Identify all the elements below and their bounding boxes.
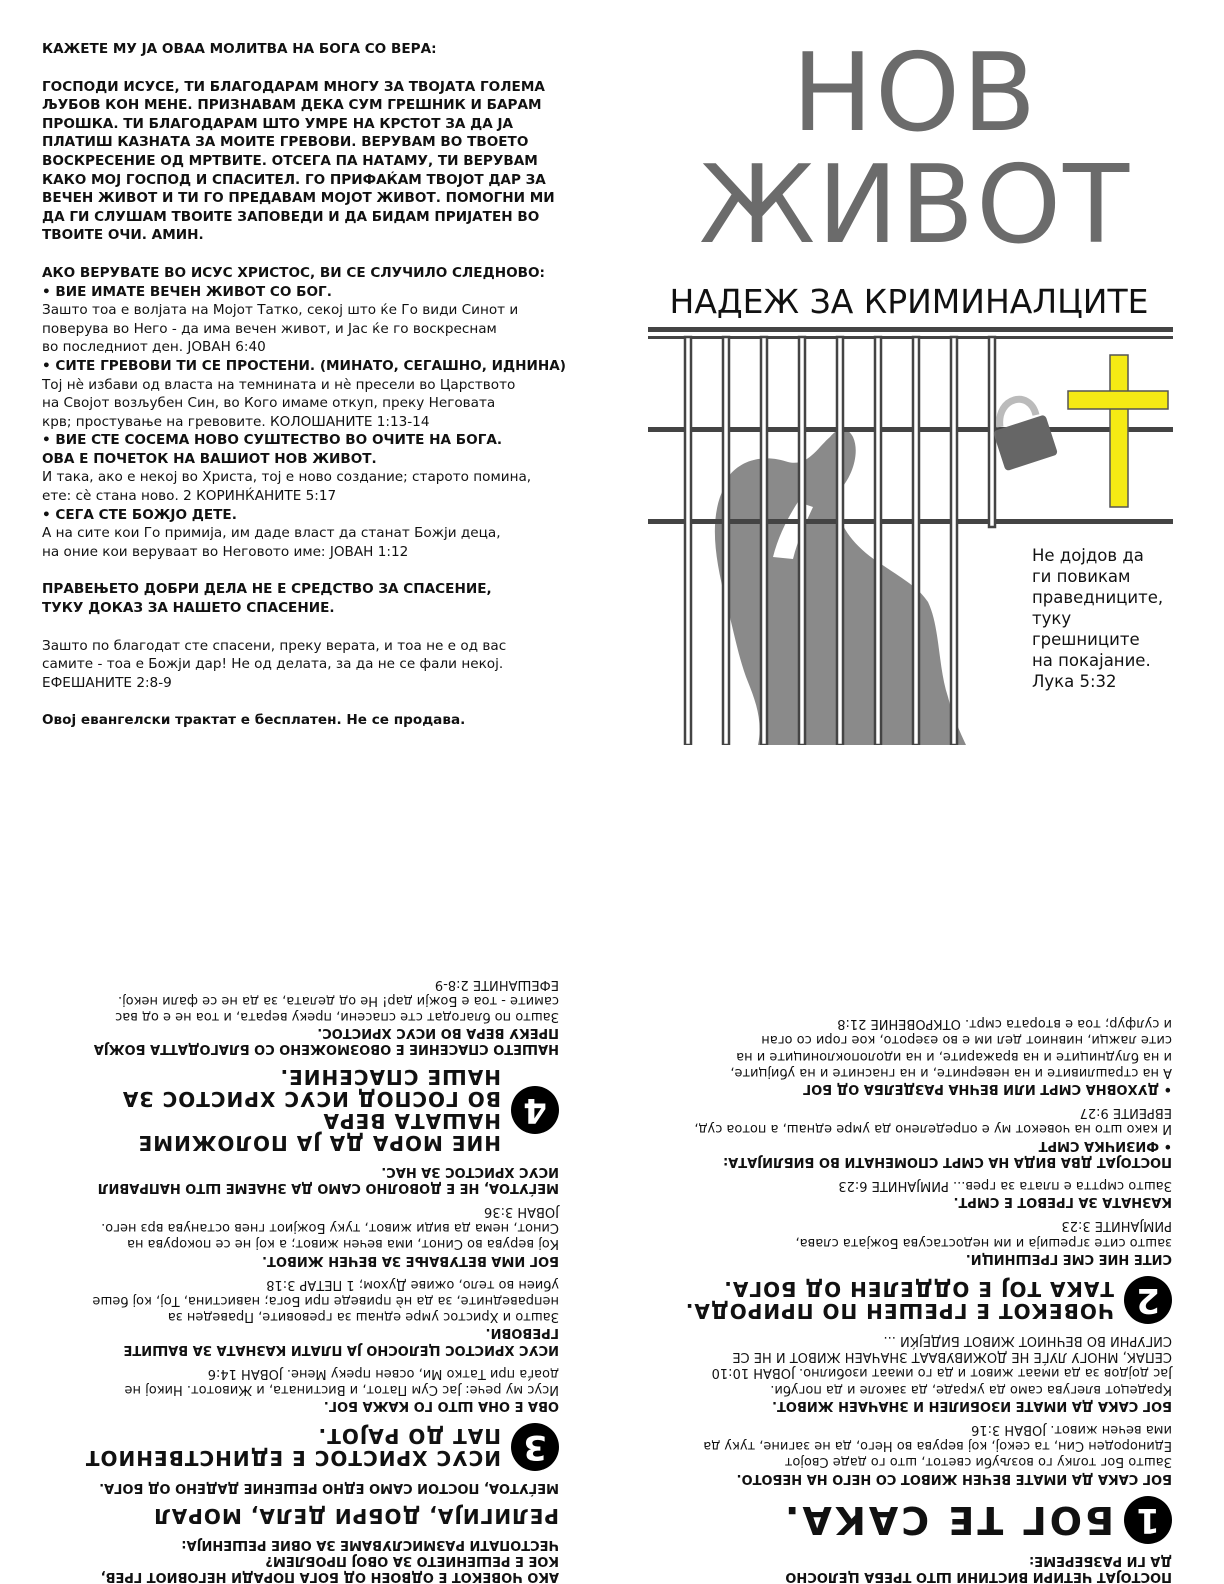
works-statement: ПРАВЕЊЕТО ДОБРИ ДЕЛА НЕ Е СРЕДСТВО ЗА СПАСЕНИЕ, ТУКУ ДОКАЗ ЗА НАШЕТО СПАСЕНИЕ. [42,581,492,617]
section3-heading [59,1423,559,1471]
point1-title: • ВИЕ ИМАТЕ ВЕЧЕН ЖИВОТ СО БОГ. [42,283,332,300]
s3-p3-text: Кој верува во Синот, има вечен живот; а кој не се покорува на Синот, нема да види живот, туку Божјиот гнев останува врз него. ЈОВАН 3:36 [101,1203,559,1252]
section2-heading [662,1276,1172,1324]
grace-verse: Зашто по благодат сте спасени, преку верата, и тоа не е од вас самите - тоа е Божји дар! Не од делата, за да не се фали некој. ЕФЕШАНИТЕ 2:8-9 [42,637,507,691]
point2-title: • СИТЕ ГРЕВОВИ ТИ СЕ ПРОСТЕНИ. (МИНАТО, СЕГАШНО, ИДНИНА) [42,357,566,374]
s4-p1-text: Зашто по благодат сте спасени, преку верата, и тоа не е од вас самите - тоа е Божји дар! Не од делата, за да не се фали некој. ЕФЕШАНИТЕ 2:8-9 [115,976,559,1024]
truths-column [662,1007,1172,1584]
point3-text: И така, ако е некој во Христа, тој е ново создание; старото помина, ете: сè стана ново. 2 КОРИНЌАНИТЕ 5:17 [42,469,532,505]
religion-heading: РЕЛИГИЈА, ДОБРИ ДЕЛА, МОРАЛ [153,1504,559,1529]
padlock-icon [993,399,1058,471]
solution-intro: АКО ЧОВЕКОТ Е ОДВОЕН ОД БОГА ПОРАДИ НЕГОВИОТ ГРЕВ, КОЕ Е РЕШЕНИЕТО ЗА ОВОЈ ПРОБЛЕМ? ЧЕСТОПАТИ РАЗМИСЛУВАМЕ ЗА ОВИЕ РЕШЕНИЈА: [100,1536,559,1584]
s3-p2-text: Зашто и Христос умре еднаш за гревовите, Праведен за неправедните, за да нè приведе при Бога; навистина, Тој, кој беше убиен во тело, оживе Духом; 1 ПЕТАР 3:18 [92,1276,559,1325]
s2-p3-sub: • ФИЗИЧКА СМРТ [1038,1137,1172,1153]
section3-title: ИСУС ХРИСТОС Е ЕДИНСТВЕНИОТ ПАТ ДО РАЈОТ. [84,1424,501,1471]
section1-heading [662,1496,1172,1544]
inner-panels-rotated [0,790,1224,1584]
cover-verse: Не дојдов да ги повикам праведниците, туку грешниците на покајание. Лука 5:32 [1032,546,1164,691]
s2-p1-text: зашто сите згрешија и им недостасува Божјата слава, РИМЈАНИТЕ 3:23 [795,1218,1172,1250]
however-statement: МЕЃУТОА, ПОСТОИ САМО ЕДНО РЕШЕНИЕ ДАДЕНО ОД БОГА. [99,1480,559,1496]
point4-title: • СЕГА СТЕ БОЖЈО ДЕТЕ. [42,506,237,523]
section2-title: ЧОВЕКОТ Е ГРЕШЕН ПО ПРИРОДА. ТАКА ТОЈ Е ОДДЕЛЕН ОД БОГА. [684,1276,1114,1323]
s2-p2-text: Зашто смртта е плата за грев... РИМЈАНИТЕ 6:23 [838,1177,1172,1193]
s1-p2-title: БОГ САКА ДА ИМАТЕ ИЗОБИЛЕН И ЗНАЧАЕН ЖИВОТ. [772,1397,1172,1413]
s2-p3-title: ПОСТОЈАТ ДВА ВИДА НА СМРТ СПОМЕНАТИ ВО БИБЛИЈАТА: [723,1153,1172,1169]
cover-title-line2: ЖИВОТ [698,143,1132,268]
cover-subtitle: НАДЕЖ ЗА КРИМИНАЛЦИТЕ [669,282,1149,321]
truths-intro: ПОСТОЈАТ ЧЕТИРИ ВИСТИНИ ШТО ТРЕБА ЦЕЛОСНО ДА ГИ РАЗБЕРЕМЕ: [785,1552,1172,1584]
s2-p4-sub: • ДУХОВНА СМРТ ИЛИ ВЕЧНА РАЗДЕЛБА ОД БОГ [802,1080,1172,1096]
section2-number: 2 [1124,1276,1172,1324]
cover-title-line1: НОВ [791,31,1039,156]
prayer-panel [42,40,582,730]
s2-p4-text: А на страшливите и на неверните, и на гнасните и на убијците, и на блудниците и на вражарите, и на идолопоклониците и на сите лажци, нивниот дел им е во езерото, кое гори со оган и сулфур; тоа е втората смрт. ОТКРОВЕНИЕ 21:8 [730,1016,1172,1080]
s3-p1-text: Исус му рече: Јас Сум Патот, и Вистината, и Животот. Никој не доаѓа при Татко Ми, освен преку Мене. ЈОВАН 14:6 [124,1365,559,1397]
s1-p1-title: БОГ САКА ДА ИМАТЕ ВЕЧЕН ЖИВОТ СО НЕГО НА НЕБОТО. [736,1470,1172,1486]
solution-column [59,967,559,1584]
point4-text: А на сите кои Го примија, им даде власт да станат Божји деца, на оние кои веруваат во Неговото име: ЈОВАН 1:12 [42,525,501,560]
s2-p1-title: СИТЕ НИЕ СМЕ ГРЕШНИЦИ. [965,1250,1172,1266]
s1-p1-text: Зашто Бог толку го возљуби светот, што го даде Својот Единороден Син, та секој, кој верува во Него, да не загине, туку да има вечен живот. ЈОВАН 3:16 [703,1421,1172,1470]
s1-p2-text: Крадецот влегува само да украде, да заколе и да погуби. Јас дојдов за да имаат живот и да го имаат изобилно. ЈОВАН 10:10 СЕПАК, МНОГУ ЛУЃЕ НЕ ДОЖИВУВААТ ЗНАЧАЕН ЖИВОТ И НЕ СЕ СИГУРНИ ВО ВЕЧНИОТ ЖИВОТ БИДЕЈЌИ ... [711,1332,1172,1397]
if-believe-heading: АКО ВЕРУВАТЕ ВО ИСУС ХРИСТОС, ВИ СЕ СЛУЧИЛО СЛЕДНОВО: [42,264,545,281]
s3-p1-title: ОВА Е ОНА ШТО ГО КАЖА БОГ. [323,1398,559,1414]
s4-p1-title: НАШЕТО СПАСЕНИЕ Е ОВОЗМОЖЕНО СО БЛАГОДАТТА БОЖЈА ПРЕКУ ВЕРА ВО ИСУС ХРИСТОС. [93,1025,559,1057]
prayer-text: ГОСПОДИ ИСУСЕ, ТИ БЛАГОДАРАМ МНОГУ ЗА ТВОЈАТА ГОЛЕМА ЉУБОВ КОН МЕНЕ. ПРИЗНАВАМ ДЕКА СУМ ГРЕШНИК И БАРАМ ПРОШКА. ТИ БЛАГОДАРАМ ШТО УМРЕ НА КРСТОТ ЗА ДА ЈА ПЛАТИШ КАЗНАТА ЗА МОИТЕ ГРЕВОВИ. ВЕРУВАМ ВО ТВОЕТО ВОСКРЕСЕНИЕ ОД МРТВИТЕ. ОТСЕГА ПА НАТАМУ, ТИ ВЕРУВАМ КАКО МОЈ ГОСПОД И СПАСИТЕЛ. ГО ПРИФАЌАМ ТВОЈОТ ДАР ЗА ВЕЧЕН ЖИВОТ И ТИ ГО ПРЕДАВАМ МОЈОТ ЖИВОТ. ПОМОГНИ МИ ДА ГИ СЛУШАМ ТВОИТЕ ЗАПОВЕДИ И ДА БИДАМ ПРИЈАТЕН ВО ТВОИТЕ ОЧИ. АМИН. [42,78,555,244]
section1-number: 1 [1124,1496,1172,1544]
s3-p3-title: БОГ ИМА ВЕТУВАЊЕ ЗА ВЕЧЕН ЖИВОТ. [262,1252,559,1268]
section3-number: 3 [511,1423,559,1471]
point1-text: Зашто тоа е волјата на Мојот Татко, секој што ќе Го види Синот и поверува во Него - да има вечен живот, и Јас ќе го воскреснам во последниот ден. ЈОВАН 6:40 [42,302,519,356]
s3-p2-title: ИСУС ХРИСТОС ЦЕЛОСНО ЈА ПЛАТИ КАЗНАТА ЗА ВАШИТЕ ГРЕВОВИ. [123,1325,559,1357]
section1-title: БОГ ТЕ САКА. [781,1497,1114,1542]
point3-title: • ВИЕ СТЕ СОСЕМА НОВО СУШТЕСТВО ВО ОЧИТЕ НА БОГА. ОВА Е ПОЧЕТОК НА ВАШИОТ НОВ ЖИВОТ. [42,432,503,467]
s2-p2-title: КАЗНАТА ЗА ГРЕВОТ Е СМРТ. [953,1194,1172,1210]
section4-number: 4 [511,1086,559,1134]
s2-p3-text: И како што на човекот му е определено да умре еднаш, а потоа суд, ЕВРЕИТЕ 9:27 [694,1105,1172,1137]
prayer-intro: КАЖЕТЕ МУ ЈА ОВАА МОЛИТВА НА БОГА СО ВЕРА: [42,41,437,57]
section4-title: НИЕ МОРА ДА ЈА ПОЛОЖИМЕ НАШАТА ВЕРА ВО ГОСПОД ИСУС ХРИСТОС ЗА НАШЕ СПАСЕНИЕ. [121,1065,501,1156]
point2-text: Тој нè избави од власта на темнината и нè пресели во Царството на Својот возљубен Син, во Кого имаме откуп, преку Неговата крв; простување на гревовите. КОЛОШАНИТЕ 1:13-14 [42,376,516,430]
section4-heading [59,1066,559,1154]
free-tract-note: Овој евангелски трактат е бесплатен. Не се продава. [42,712,466,729]
s3-p4: МЕЃУТОА, НЕ Е ДОВОЛНО САМО ДА ЗНАЕМЕ ШТО НАПРАВИЛ ИСУС ХРИСТОС ЗА НАС. [97,1163,559,1195]
